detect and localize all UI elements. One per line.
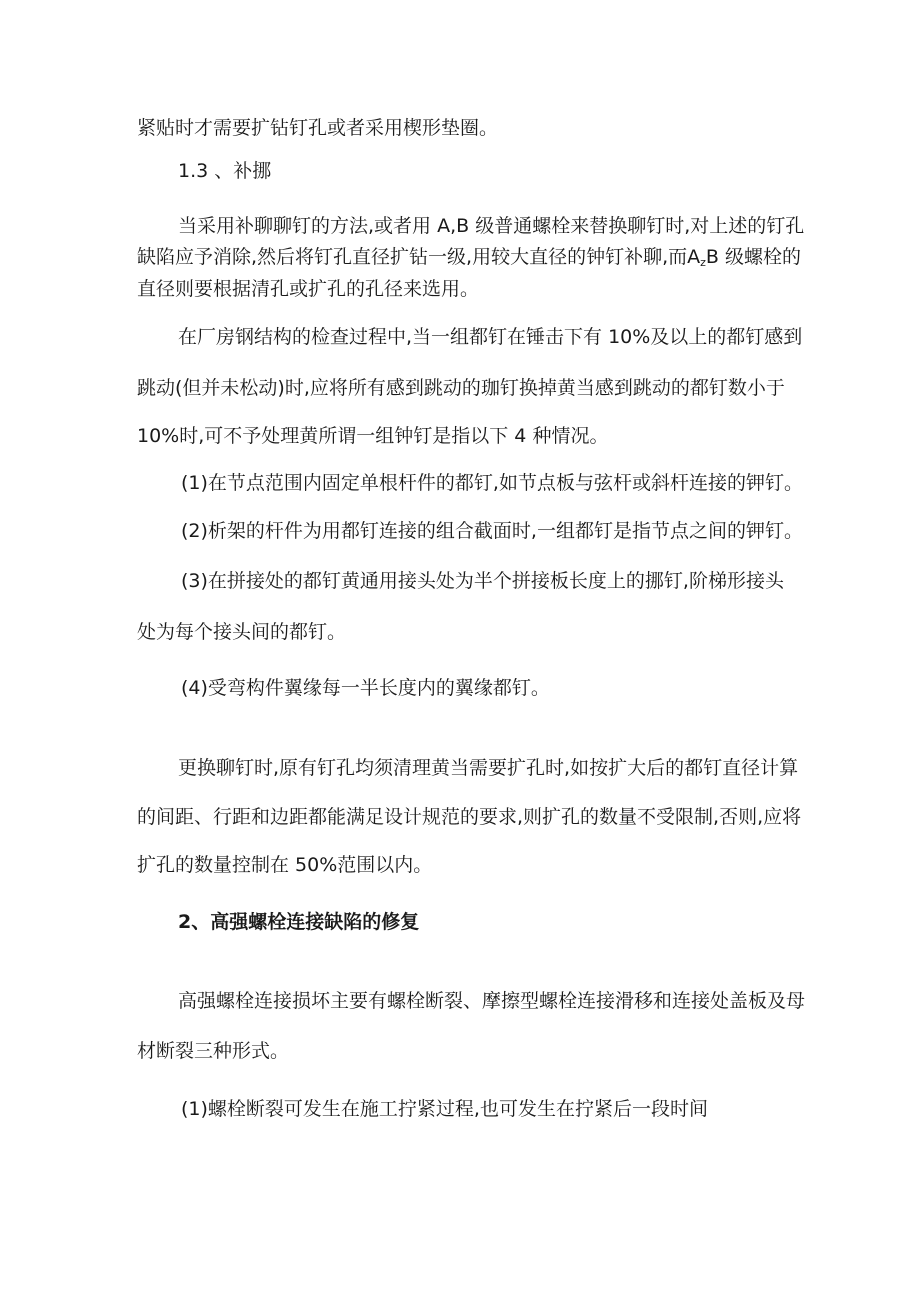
paragraph-line: 当采用补聊聊钉的方法,或者用 A,B 级普通螺栓来替换聊钉时,对上述的钉孔 [178, 215, 805, 237]
section-heading-2: 2、高强螺栓连接缺陷的修复 [178, 911, 420, 933]
list-item: 处为每个接头间的都钉。 [137, 621, 347, 643]
paragraph-text: A [687, 246, 701, 268]
paragraph-line: 材断裂三种形式。 [137, 1040, 290, 1062]
list-item: (2)析架的杆件为用都钉连接的组合截面时,一组都钉是指节点之间的钾钉。 [181, 520, 803, 542]
paragraph-line: 直径则要根据清孔或扩孔的孔径来选用。 [137, 278, 480, 300]
paragraph-text: B 级螺栓的 [705, 246, 801, 268]
paragraph-line: 更换聊钉时,原有钉孔均须清理黄当需要扩孔时,如按扩大后的都钉直径计算 [178, 757, 799, 779]
subscript-text: z [700, 256, 706, 269]
paragraph-line: 的间距、行距和边距都能满足设计规范的要求,则扩孔的数量不受限制,否则,应将 [137, 806, 802, 828]
list-item: (3)在拼接处的都钉黄通用接头处为半个拼接板长度上的挪钉,阶梯形接头 [181, 570, 784, 592]
paragraph-line: 扩孔的数量控制在 50%范围以内。 [137, 854, 433, 876]
paragraph-line: 高强螺栓连接损坏主要有螺栓断裂、摩擦型螺栓连接滑移和连接处盖板及母 [178, 990, 806, 1012]
paragraph-line: 紧贴时才需要扩钻钉孔或者采用楔形垫圈。 [137, 117, 499, 139]
section-heading-1-3: 1.3 、补挪 [178, 160, 272, 182]
list-item: (1)在节点范围内固定单根杆件的都钉,如节点板与弦杆或斜杆连接的钾钉。 [181, 472, 803, 494]
paragraph-line [137, 245, 801, 269]
list-item: (4)受弯构件翼缘每一半长度内的翼缘都钉。 [181, 677, 550, 699]
paragraph-line: 跳动(但并未松动)时,应将所有感到跳动的珈钉换掉黄当感到跳动的都钉数小于 [137, 377, 785, 399]
paragraph-line: 在厂房钢结构的检查过程中,当一组都钉在锤击下有 10%及以上的都钉感到 [178, 326, 803, 348]
list-item: (1)螺栓断裂可发生在施工拧紧过程,也可发生在拧紧后一段时间 [181, 1098, 708, 1120]
paragraph-text: 缺陷应予消除,然后将钉孔直径扩钻一级,用较大直径的钟钉补聊,而 [137, 246, 688, 268]
paragraph-line: 10%时,可不予处理黄所谓一组钟钉是指以下 4 种情况。 [137, 425, 609, 447]
